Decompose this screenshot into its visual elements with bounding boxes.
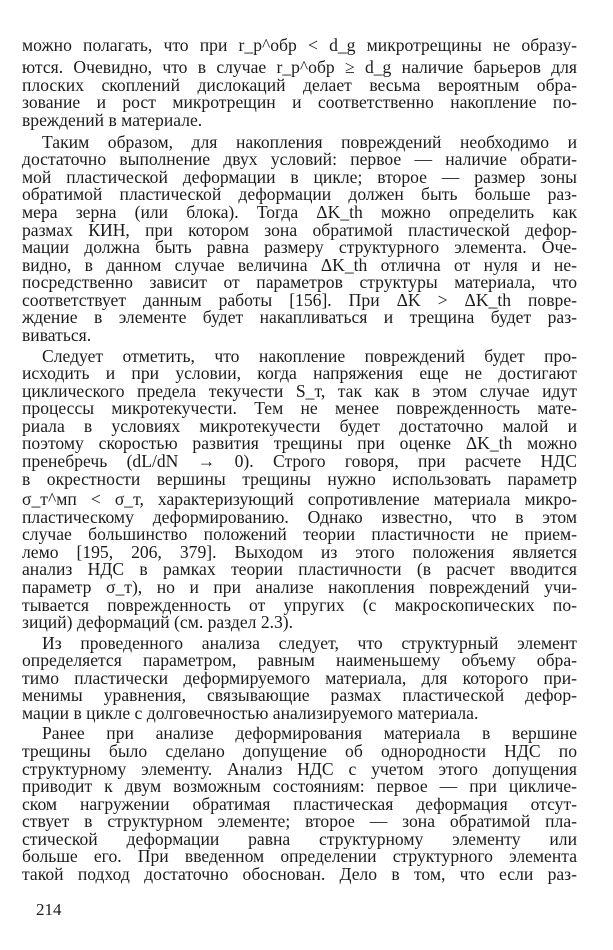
text-line: можно полагать, что при r_p^обр < d_g микротрещины не образу- <box>22 35 577 55</box>
text-line: мой пластической деформации в цикле; второе — размер зоны <box>22 167 577 187</box>
page-number: 214 <box>36 900 62 919</box>
text-line: плоских скоплений дислокаций делает весьма вероятным обра- <box>22 75 577 95</box>
text-line: лемо [195, 206, 379]. Выходом из этого положения является <box>22 542 577 562</box>
text-line: риала в условиях микротекучести будет достаточно малой и <box>22 416 577 436</box>
text-line: обратимой пластической деформации должен быть больше раз- <box>22 184 577 204</box>
text-line: тывается поврежденность от упругих (с макроскопических по- <box>22 595 577 615</box>
text-line: зиций) деформаций (см. раздел 2.3). <box>22 612 294 632</box>
text-line: определяется параметром, равным наименьшему объему обра- <box>22 650 577 670</box>
text-line: видно, в данном случае величина ΔK_th отлична от нуля и не- <box>22 255 577 275</box>
text-line: Таким образом, для накопления повреждений необходимо и <box>42 132 577 152</box>
text-line: такой подход достаточно обоснован. Дело в том, что если раз- <box>22 864 577 884</box>
text-line: мации в цикле с долговечностью анализируемого материала. <box>22 703 479 723</box>
text-line: случае большинство положений теории пластичности не прием- <box>22 524 577 544</box>
text-line: виваться. <box>22 325 92 345</box>
text-line: ском нагружении обратимая пластическая деформация отсут- <box>22 794 577 814</box>
text-line: пренебречь (dL/dN → 0). Строго говоря, при расчете НДС <box>22 451 577 471</box>
text-line: анализ НДС в рамках теории пластичности (в расчет вводится <box>22 559 577 579</box>
text-line: ются. Очевидно, что в случае r_p^обр ≥ d_g наличие барьеров для <box>22 57 577 77</box>
text-line: Ранее при анализе деформирования материала в вершине <box>42 723 577 743</box>
text-line: зование и рост микротрещин и соответственно накопление по- <box>22 92 577 112</box>
text-line: ждение в элементе будет накапливаться и трещина будет раз- <box>22 307 577 327</box>
text-line: поэтому скоростью развития трещины при оценке ΔK_th можно <box>22 433 577 453</box>
text-line: циклического предела текучести S_т, так как в этом случае идут <box>22 381 577 401</box>
text-line: вреждений в материале. <box>22 110 203 130</box>
text-line: Из проведенного анализа следует, что структурный элемент <box>42 633 577 653</box>
text-line: размах КИН, при котором зона обратимой пластической дефор- <box>22 220 577 240</box>
text-line: пластическому деформированию. Однако известно, что в этом <box>22 507 577 527</box>
text-line: процессы микротекучести. Тем не менее поврежденность мате- <box>22 398 577 418</box>
text-line: мации должна быть равна размеру структурного элемента. Оче- <box>22 237 577 257</box>
text-line: Следует отметить, что накопление повреждений будет про- <box>42 346 577 366</box>
text-line: структурному элементу. Анализ НДС с учетом этого допущения <box>22 759 577 779</box>
text-line: стической деформации равна структурному элементу или <box>22 829 577 849</box>
text-line: σ_т^мп < σ_т, характеризующий сопротивление материала микро- <box>22 489 577 509</box>
text-line: ствует в структурном элементе; второе — зона обратимой пла- <box>22 811 577 831</box>
text-line: в окрестности вершины трещины нужно использовать параметр <box>22 469 577 489</box>
text-line: менимы уравнения, связывающие размах пластической дефор- <box>22 685 577 705</box>
text-line: больше его. При введенном определении структурного элемента <box>22 846 577 866</box>
text-line: достаточно выполнение двух условий: первое — наличие обрати- <box>22 149 577 169</box>
text-line: соответствует данным работы [156]. При ΔK > ΔK_th повре- <box>22 290 577 310</box>
text-line: параметр σ_т), но и при анализе накопления повреждений учи- <box>22 577 577 597</box>
text-line: тимо пластически деформируемого материала, для которого при- <box>22 668 577 688</box>
text-line: приводит к двум возможным состояниям: первое — при цикличе- <box>22 776 577 796</box>
text-line: мера зерна (или блока). Тогда ΔK_th можно определить как <box>22 202 577 222</box>
text-line: посредственно зависит от параметров структуры материала, что <box>22 272 577 292</box>
text-line: исходить и при условии, когда напряжения еще не достигают <box>22 363 577 383</box>
text-line: трещины было сделано допущение об однородности НДС по <box>22 741 577 761</box>
